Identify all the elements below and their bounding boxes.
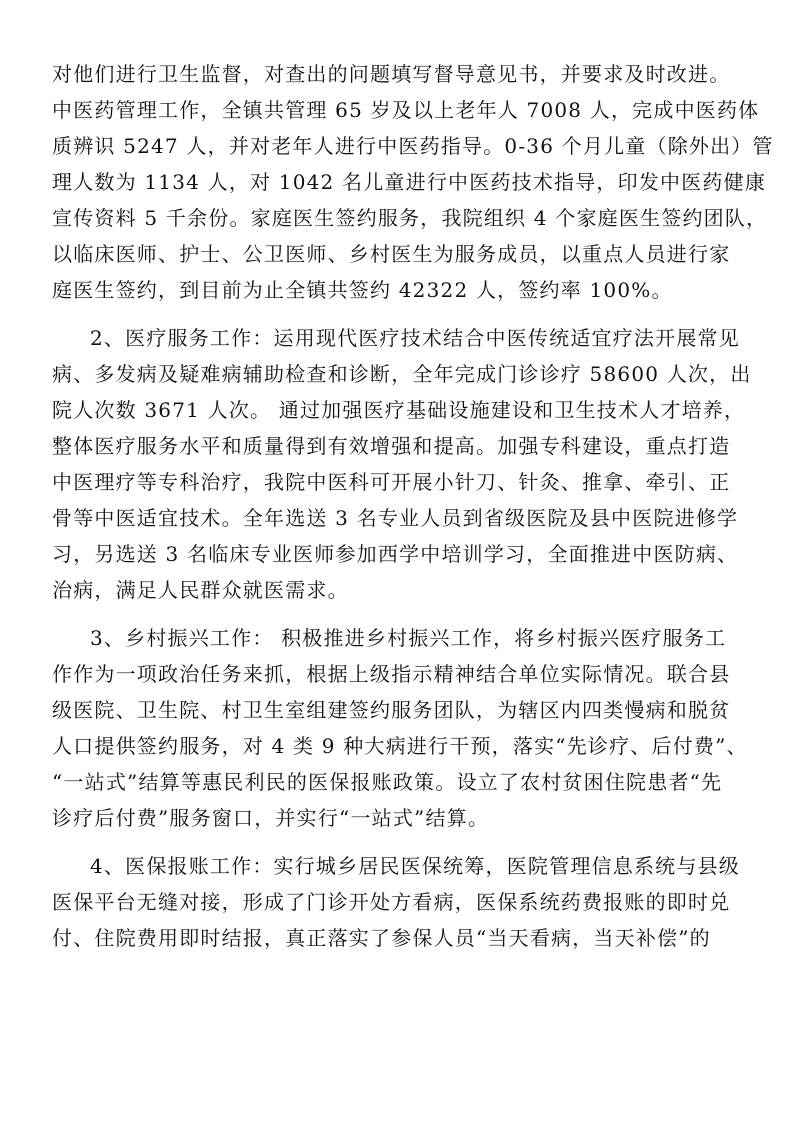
text-line: 骨等中医适宜技术。全年选送 3 名专业人员到省级医院及县中医院进修学 <box>52 506 739 530</box>
text-line: 宣传资料 5 千余份。家庭医生签约服务，我院组织 4 个家庭医生签约团队， <box>52 206 768 230</box>
text-line: 中医理疗等专科治疗，我院中医科可开展小针刀、针灸、推拿、牵引、正 <box>52 470 731 494</box>
text-line: 整体医疗服务水平和质量得到有效增强和提高。加强专科建设，重点打造 <box>52 434 731 458</box>
text-line: 级医院、卫生院、村卫生室组建签约服务团队，为辖区内四类慢病和脱贫 <box>52 698 731 722</box>
text-line: 付、住院费用即时结报，真正落实了参保人员“当天看病，当天补偿”的 <box>52 926 711 950</box>
text-line: 庭医生签约，到目前为止全镇共签约 42322 人，签约率 100%。 <box>52 278 673 302</box>
section-heading-line: 2、医疗服务工作：运用现代医疗技术结合中医传统适宜疗法开展常见 <box>90 326 740 350</box>
text-line: 诊疗后付费”服务窗口，并实行“一站式”结算。 <box>52 806 490 830</box>
text-line: 习，另选送 3 名临床专业医师参加西学中培训学习，全面推进中医防病、 <box>52 542 739 566</box>
text-line: 以临床医师、护士、公卫医师、乡村医生为服务成员，以重点人员进行家 <box>52 242 731 266</box>
text-line: 人口提供签约服务，对 4 类 9 种大病进行干预，落实“先诊疗、后付费”、 <box>52 734 748 758</box>
section-heading-line: 4、医保报账工作：实行城乡居民医保统筹，医院管理信息系统与县级 <box>90 854 740 878</box>
text-line: 医保平台无缝对接，形成了门诊开处方看病，医保系统药费报账的即时兑 <box>52 890 731 914</box>
text-line: 理人数为 1134 人，对 1042 名儿童进行中医药技术指导，印发中医药健康 <box>52 170 767 194</box>
document-body <box>52 56 774 956</box>
section-heading-line: 3、乡村振兴工作： 积极推进乡村振兴工作，将乡村振兴医疗服务工 <box>90 626 727 650</box>
text-line: 质辨识 5247 人，并对老年人进行中医药指导。0-36 个月儿童（除外出）管 <box>52 134 774 158</box>
text-line: 病、多发病及疑难病辅助检查和诊断，全年完成门诊诊疗 58600 人次，出 <box>52 362 752 386</box>
text-line: 中医药管理工作，全镇共管理 65 岁及以上老年人 7008 人，完成中医药体 <box>52 98 760 122</box>
text-line: “一站式”结算等惠民利民的医保报账政策。设立了农村贫困住院患者“先 <box>52 770 723 794</box>
text-line: 院人次数 3671 人次。 通过加强医疗基础设施建设和卫生技术人才培养， <box>52 398 746 422</box>
text-line: 治病，满足人民群众就医需求。 <box>52 578 349 602</box>
text-line: 对他们进行卫生监督，对查出的问题填写督导意见书，并要求及时改进。 <box>52 62 731 86</box>
text-line: 作作为一项政治任务来抓，根据上级指示精神结合单位实际情况。联合县 <box>52 662 731 686</box>
